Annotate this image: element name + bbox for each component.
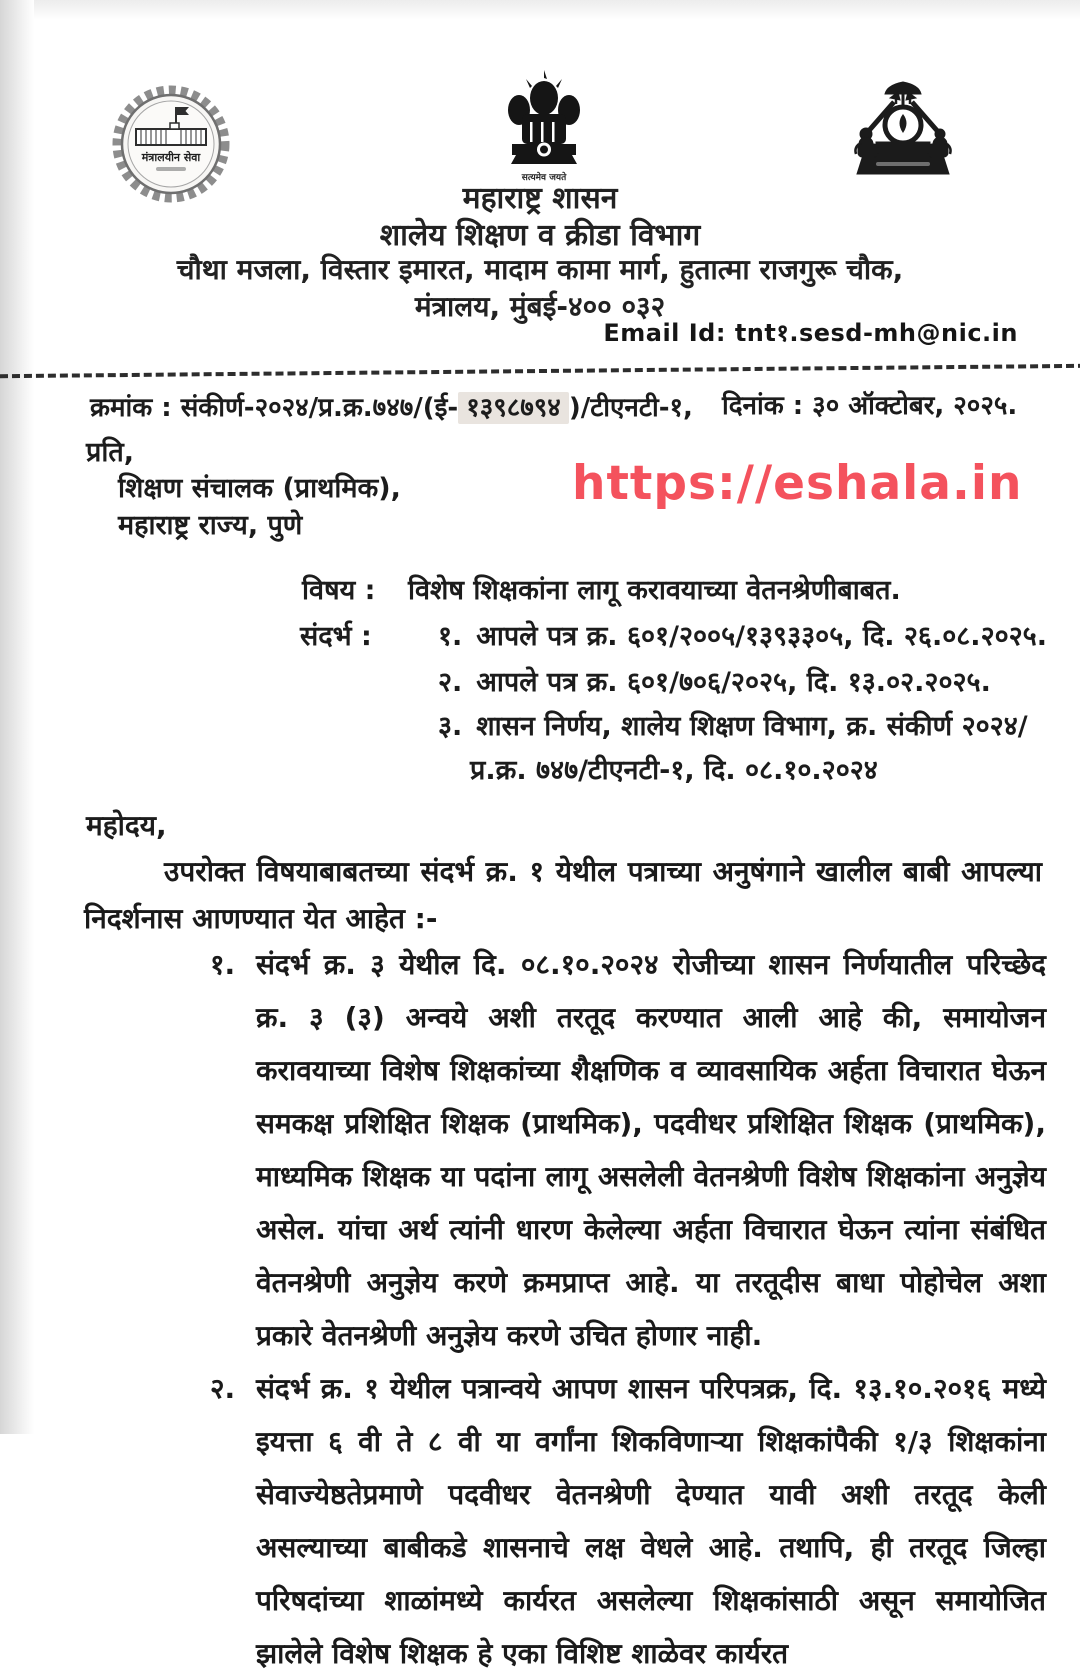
recipient-salutation: प्रति,	[86, 437, 135, 468]
scan-edge-top	[0, 0, 1080, 20]
seal-label: मंत्रालयीन सेवा	[141, 151, 201, 164]
department-title: शालेय शिक्षण व क्रीडा विभाग	[379, 218, 701, 253]
body-points	[210, 938, 1046, 1680]
email-id: Email Id: tnt१.sesd-mh@nic.in	[603, 319, 1018, 347]
reference-item-3-num: ३.	[438, 711, 463, 742]
reference-item-2	[438, 662, 991, 699]
body-salutation: महोदय,	[86, 809, 167, 842]
reference-item-1-num: १.	[438, 621, 463, 652]
subject-text: विशेष शिक्षकांना लागू करावयाच्या वेतनश्रेणीबाबत.	[408, 575, 901, 606]
reference-item-3-text: शासन निर्णय, शालेय शिक्षण विभाग, क्र. संकीर्ण २०२४/	[476, 711, 1028, 742]
intro-paragraph: उपरोक्त विषयाबाबतच्या संदर्भ क्र. १ येथील पत्राच्या अनुषंगाने खालील बाबी आपल्या निदर्शनास आणण्यात येत आहेत :-	[84, 855, 1042, 935]
reference-item-1	[438, 616, 1047, 653]
point-2-text: संदर्भ क्र. १ येथील पत्रान्वये आपण शासन परिपत्रक्र, दि. १३.१०.२०१६ मध्ये इयत्ता ६ वी ते ८ वी या वर्गांना शिकविणाऱ्या शिक्षकांपैकी १/३ शिक्षकांना सेवाज्येष्ठतेप्रमाणे पदवीधर वेतनश्रेणी देण्यात यावी अशी तरतूद केली असल्याच्या बाबीकडे शासनाचे लक्ष वेधले आहे. तथापि, ही तरतूद जिल्हा परिषदांच्या शाळांमध्ये कार्यरत असलेल्या शिक्षकांसाठी असून समायोजित झालेले विशेष शिक्षक हे एका विशिष्ट शाळेवर कार्यरत	[256, 1372, 1046, 1670]
reference-item-1-text: आपले पत्र क्र. ६०१/२००५/१३९३३०५, दि. २६.०८.२०२५.	[476, 621, 1047, 652]
reference-item-2-num: २.	[438, 667, 463, 698]
reference-item-3	[438, 706, 1028, 743]
emblem-motto: सत्यमेव जयते	[521, 173, 567, 183]
eshala-watermark: https://eshala.in	[572, 456, 1023, 511]
reference-item-2-text: आपले पत्र क्र. ६०१/७०६/२०२५, दि. १३.०२.२०२५.	[476, 667, 991, 698]
reference-prefix: क्रमांक : संकीर्ण-२०२४/प्र.क्र.७४७/(ई-	[90, 393, 459, 423]
reference-item-3-continuation: प्र.क्र. ७४७/टीएनटी-१, दि. ०८.१०.२०२४	[470, 755, 878, 786]
point-1-text: संदर्भ क्र. ३ येथील दि. ०८.१०.२०२४ रोजीच्या शासन निर्णयातील परिच्छेद क्र. ३ (३) अन्वये अशी तरतूद करण्यात आली आहे की, समायोजन करावयाच्या विशेष शिक्षकांच्या शैक्षणिक व व्यावसायिक अर्हता विचारात घेऊन समकक्ष प्रशिक्षित शिक्षक (प्राथमिक), पदवीधर प्रशिक्षित शिक्षक (प्राथमिक), माध्यमिक शिक्षक या पदांना लागू असलेली वेतनश्रेणी विशेष शिक्षकांना अनुज्ञेय असेल. यांचा अर्थ त्यांनी धारण केलेल्या अर्हता विचारात घेऊन त्यांना संबंधित वेतनश्रेणी अनुज्ञेय करणे क्रमप्राप्त आहे. या तरतूदीस बाधा पोहोचेल अशा प्रकारे वेतनश्रेणी अनुज्ञेय करणे उचित होणार नाही.	[256, 948, 1046, 1352]
reference-highlight: १३९८७९४	[458, 392, 569, 424]
recipient-line2: महाराष्ट्र राज्य, पुणे	[118, 510, 303, 541]
point-1-number: १.	[210, 948, 236, 981]
subject-label: विषय :	[302, 575, 376, 606]
address-line: चौथा मजला, विस्तार इमारत, मादाम कामा मार्ग, हुतात्मा राजगुरू चौक,	[176, 253, 904, 286]
point-2	[210, 1362, 1046, 1680]
ashoka-emblem-icon	[488, 64, 600, 188]
letter-date: दिनांक : ३० ऑक्टोबर, २०२५.	[722, 391, 1018, 421]
reference-number	[90, 388, 693, 424]
govt-title: महाराष्ट्र शासन	[462, 181, 618, 216]
reference-suffix: )/टीएनटी-१,	[568, 393, 693, 423]
references-label: संदर्भ :	[300, 621, 372, 652]
recipient-line1: शिक्षण संचालक (प्राथमिक),	[118, 473, 401, 504]
maharashtra-emblem-icon	[846, 78, 960, 184]
point-1	[210, 938, 1046, 1362]
city-line: मंत्रालय, मुंबई-४०० ०३२	[414, 290, 666, 323]
point-2-number: २.	[210, 1372, 236, 1405]
dashed-divider	[0, 364, 1080, 379]
